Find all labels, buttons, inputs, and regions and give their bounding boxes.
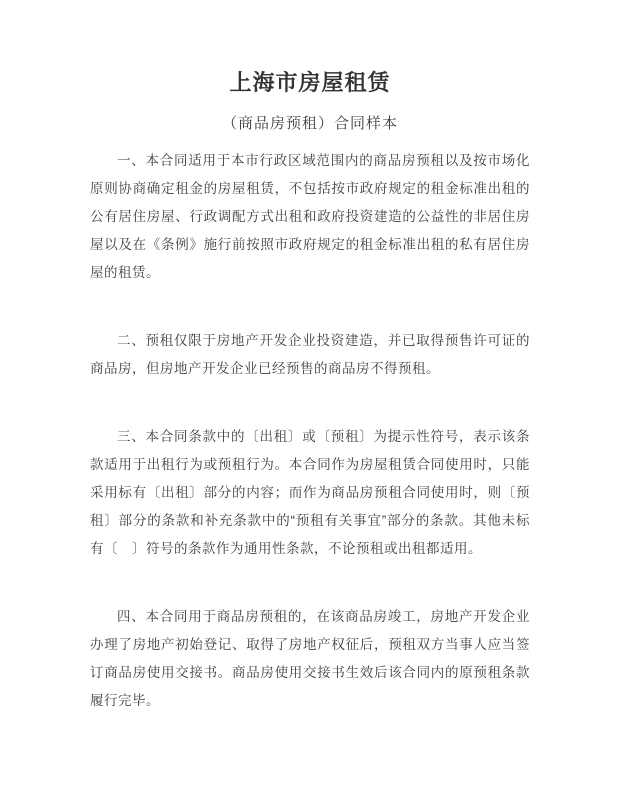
contract-clause-2: 二、预租仅限于房地产开发企业投资建造，并已取得预售许可证的商品房，但房地产开发企业已经预售的商品房不得预租。 [90, 333, 530, 376]
contract-clause-4: 四、本合同用于商品房预租的，在该商品房竣工，房地产开发企业办理了房地产初始登记、取得了房地产权征后，预租双方当事人应当签订商品房使用交接书。商品房使用交接书生效后该合同内的原预租条款履行完毕。 [90, 609, 530, 708]
contract-clause-1: 一、本合同适用于本市行政区域范围内的商品房预租以及按市场化原则协商确定租金的房屋租赁，不包括按市政府规定的租金标准出租的公有居住房屋、行政调配方式出租和政府投资建造的公益性的非居住房屋以及在《条例》施行前按照市政府规定的租金标准出租的私有居住房屋的租赁。 [90, 153, 530, 280]
document-subtitle: （商品房预租）合同样本 [221, 115, 398, 132]
contract-clause-3: 三、本合同条款中的〔出租〕或〔预租〕为提示性符号，表示该条款适用于出租行为或预租行为。本合同作为房屋租赁合同使用时，只能采用标有〔出租〕部分的内容；而作为商品房预租合同使用时，则〔预租〕部分的条款和补充条款中的“预租有关事宜”部分的条款。其他未标有〔 〕符号的条款作为通用性条款，不论预租或出租都适用。 [90, 429, 530, 556]
document-body [90, 147, 530, 715]
document-title: 上海市房屋租赁 [229, 70, 391, 95]
